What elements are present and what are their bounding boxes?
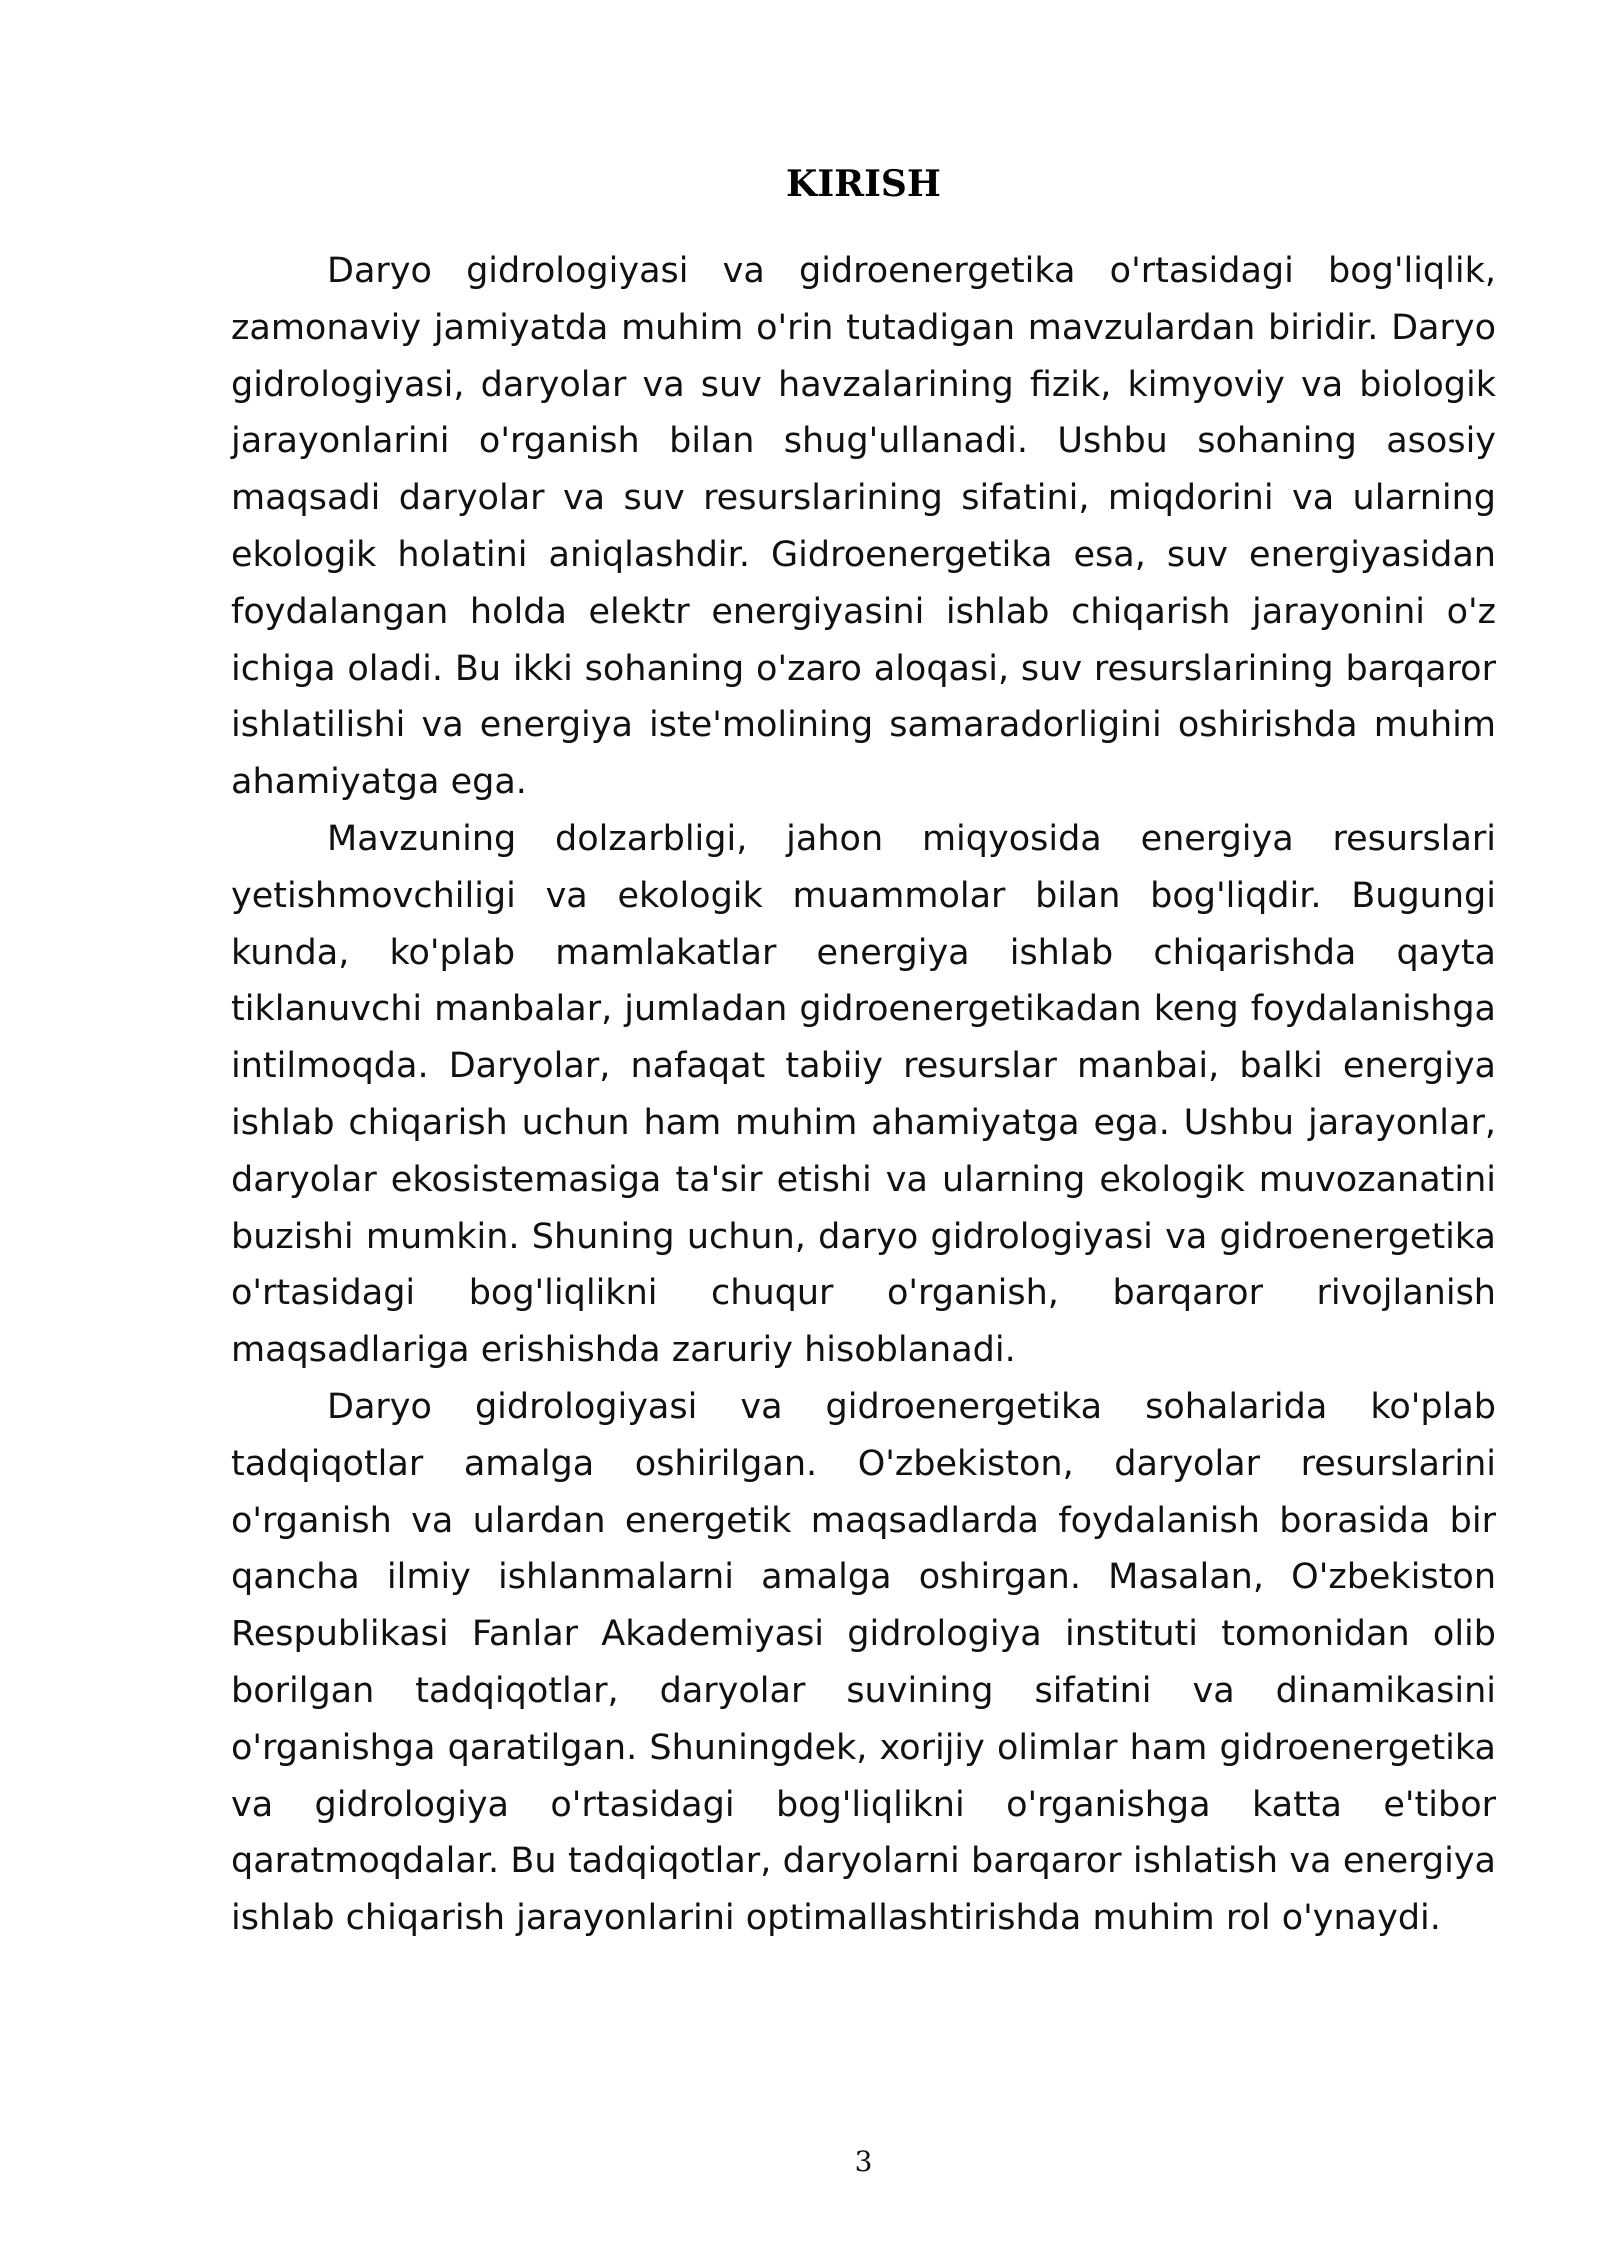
body-text [231, 243, 1496, 1947]
paragraph-1: Daryo gidrologiyasi va gidroenergetika o'rtasidagi bog'liqlik, zamonaviy jamiyatda muhim o'rin tutadigan mavzulardan biridir. Daryo gidrologiyasi, daryolar va suv havzalarining fizik, kimyoviy va biologik jarayonlarini o'rganish bilan shug'ullanadi. Ushbu sohaning asosiy maqsadi daryolar va suv resurslarining sifatini, miqdorini va ularning ekologik holatini aniqlashdir. Gidroenergetika esa, suv energiyasidan foydalangan holda elektr energiyasini ishlab chiqarish jarayonini o'z ichiga oladi. Bu ikki sohaning o'zaro aloqasi, suv resurslarining barqaror ishlatilishi va energiya iste'molining samaradorligini oshirishda muhim ahamiyatga ega. [231, 251, 1496, 803]
paragraph-3: Daryo gidrologiyasi va gidroenergetika sohalarida ko'plab tadqiqotlar amalga oshirilgan. O'zbekiston, daryolar resurslarini o'rganish va ulardan energetik maqsadlarda foydalanish borasida bir qancha ilmiy ishlanmalarni amalga oshirgan. Masalan, O'zbekiston Respublikasi Fanlar Akademiyasi gidrologiya instituti tomonidan olib borilgan tadqiqotlar, daryolar suvining sifatini va dinamikasini o'rganishga qaratilgan. Shuningdek, xorijiy olimlar ham gidroenergetika va gidrologiya o'rtasidagi bog'liqlikni o'rganishga katta e'tibor qaratmoqdalar. Bu tadqiqotlar, daryolarni barqaror ishlatish va energiya ishlab chiqarish jarayonlarini optimallashtirishda muhim rol o'ynaydi. [231, 1386, 1496, 1939]
page-number: 3 [854, 2145, 873, 2178]
paragraph-2: Mavzuning dolzarbligi, jahon miqyosida energiya resurslari yetishmovchiligi va ekologik muammolar bilan bog'liqdir. Bugungi kunda, ko'plab mamlakatlar energiya ishlab chiqarishda qayta tiklanuvchi manbalar, jumladan gidroenergetikadan keng foydalanishga intilmoqda. Daryolar, nafaqat tabiiy resurslar manbai, balki energiya ishlab chiqarish uchun ham muhim ahamiyatga ega. Ushbu jarayonlar, daryolar ekosistemasiga ta'sir etishi va ularning ekologik muvozanatini buzishi mumkin. Shuning uchun, daryo gidrologiyasi va gidroenergetika o'rtasidagi bog'liqlikni chuqur o'rganish, barqaror rivojlanish maqsadlariga erishishda zaruriy hisoblanadi. [231, 818, 1496, 1371]
section-heading: KIRISH [786, 163, 941, 205]
